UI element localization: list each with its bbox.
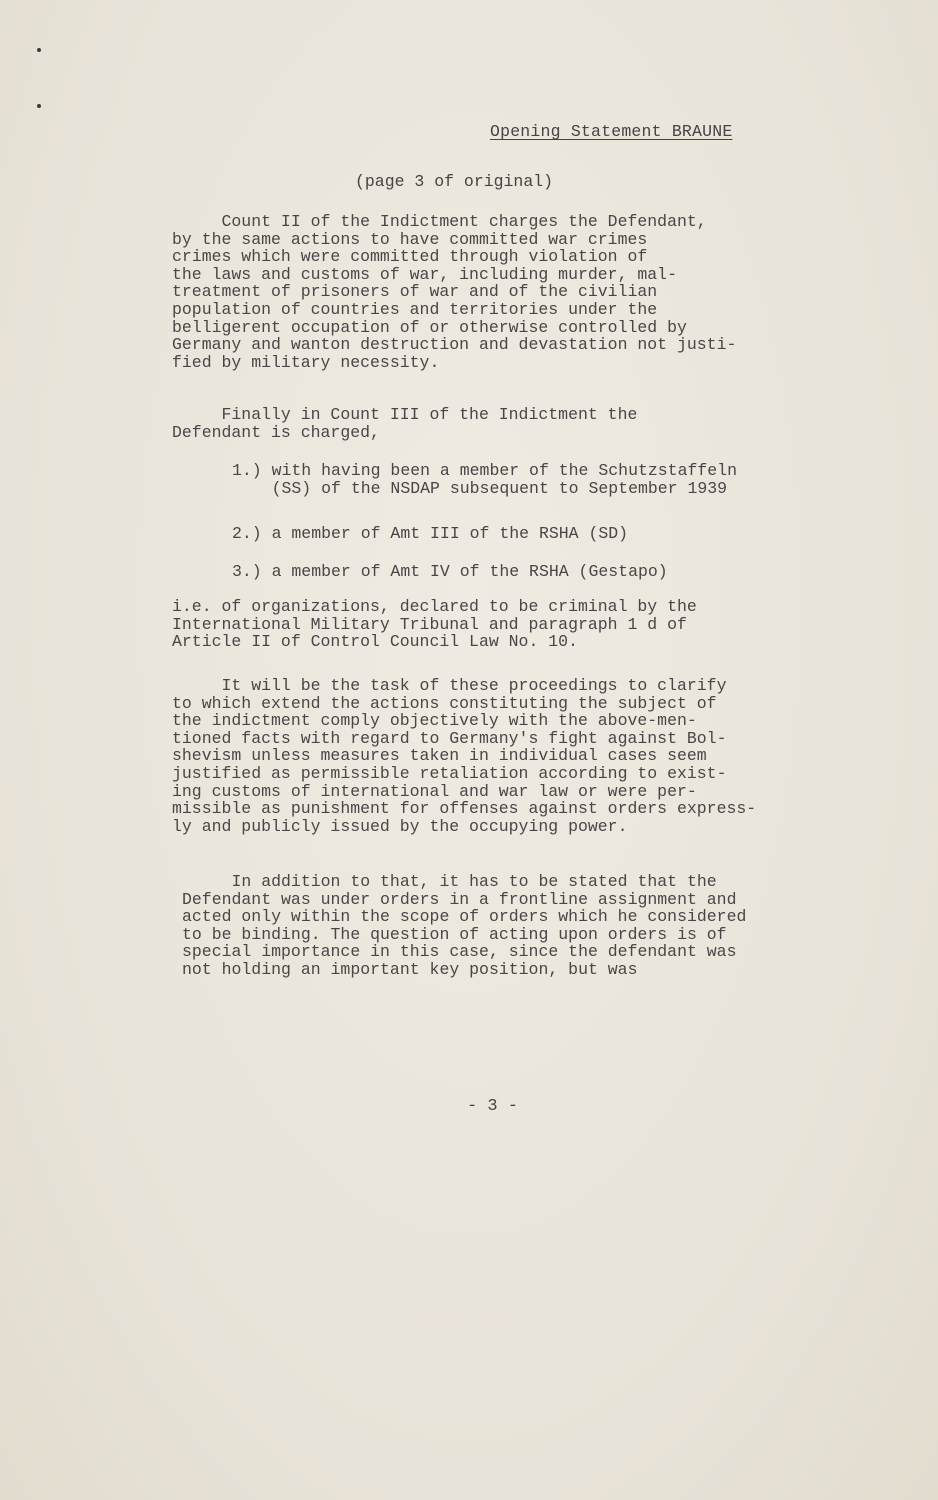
list-item-2: 2.) a member of Amt III of the RSHA (SD) — [232, 524, 629, 543]
paragraph-count-two: Count II of the Indictment charges the Defendant, by the same actions to have committed war crimes crimes which were committed through violation of the laws and customs of war, including murder, mal- treatment of prisoners of war and of the civilian population of countries and territories under the belligerent occupation of or otherwise controlled by Germany and wanton destruction and devastation not justi- fied by military necessity. — [172, 212, 737, 372]
paragraph-organizations: i.e. of organizations, declared to be criminal by the International Military Tribunal and paragraph 1 d of Article II of Control Council Law No. 10. — [172, 597, 697, 652]
page-number: - 3 - — [467, 1097, 519, 1116]
paragraph-count-three-intro: Finally in Count III of the Indictment the Defendant is charged, — [172, 405, 638, 442]
page-reference: (page 3 of original) — [355, 172, 554, 191]
paragraph-addition: In addition to that, it has to be stated that the Defendant was under orders in a frontline assignment and acted only within the scope of orders which he considered to be binding. The question of acting upon orders is of special importance in this case, since the defendant was not holding an important key position, but was — [182, 872, 747, 979]
header-title: Opening Statement BRAUNE — [490, 122, 733, 141]
punch-hole-mark — [37, 48, 41, 52]
document-header — [490, 122, 732, 141]
list-item-1: 1.) with having been a member of the Schutzstaffeln (SS) of the NSDAP subsequent to September 1939 — [232, 461, 737, 498]
punch-hole-mark — [37, 104, 41, 108]
list-item-3: 3.) a member of Amt IV of the RSHA (Gestapo) — [232, 562, 668, 581]
paragraph-task: It will be the task of these proceedings to clarify to which extend the actions constituting the subject of the indictment comply objectively with the above-men- tioned facts with regard to Germany's fight against Bol- shevism unless measures taken in individual cases seem justified as permissible retaliation according to exist- ing customs of international and war law or were per- missible as punishment for offenses against orders express- ly and publicly issued by the occupying power. — [172, 676, 757, 836]
